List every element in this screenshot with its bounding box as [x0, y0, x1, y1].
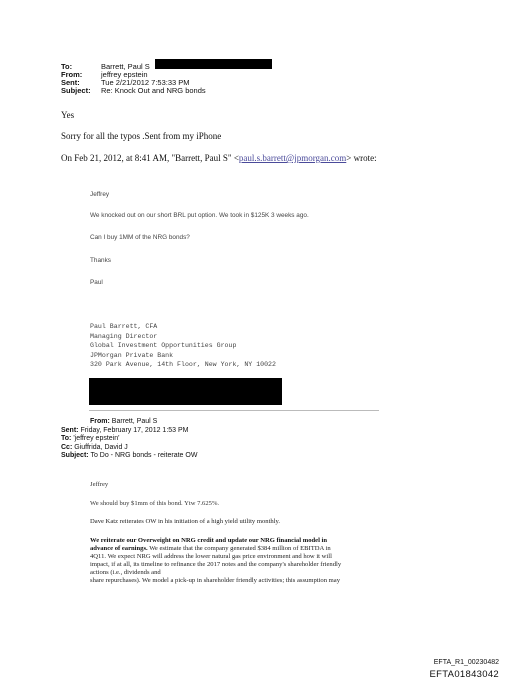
fwd-cc-value: Giuffrida, David J — [74, 443, 128, 451]
fwd-p3-line-2 — [90, 545, 341, 553]
fwd-sent-label: Sent: — [61, 426, 79, 434]
forward-subject-row — [61, 452, 197, 461]
quoted-thanks: Thanks — [90, 257, 111, 264]
quoted-greeting: Jeffrey — [90, 191, 110, 198]
fwd-p3-line-3: 4Q11. We expect NRG will address the lower natural gas price environment and how it will — [90, 553, 332, 560]
subject-label: Subject: — [61, 86, 91, 95]
fwd-to-label: To: — [61, 435, 72, 443]
quoted-paragraph-2: Can I buy 1MM of the NRG bonds? — [90, 234, 190, 241]
signature-company: JPMorgan Private Bank — [90, 351, 174, 359]
email-link[interactable]: paul.s.barrett@jpmorgan.com — [238, 153, 347, 163]
forward-from-row — [61, 418, 197, 427]
subject-value: Re: Knock Out and NRG bonds — [101, 86, 206, 95]
forward-sent-row — [61, 427, 197, 436]
fwd-p3-line-1 — [90, 537, 341, 545]
fwd-subject-value: To Do - NRG bonds - reiterate OW — [90, 452, 198, 460]
sent-label: Sent: — [61, 78, 80, 87]
fwd-paragraph-2: Dave Katz reiterates OW in his initiation of a high yield utility monthly. — [90, 518, 281, 525]
forward-to-row — [61, 435, 197, 444]
signature-block — [90, 322, 276, 370]
signature-name: Paul Barrett, CFA — [90, 323, 158, 330]
divider — [89, 410, 379, 411]
fwd-p3-line-6: share repurchases). We model a pick-up in shareholder friendly activities; this assumption may — [90, 577, 341, 584]
from-value: jeffrey epstein — [101, 70, 148, 79]
signature-group: Global Investment Opportunities Group — [90, 342, 237, 350]
fwd-paragraph-3 — [90, 537, 341, 585]
signature-title: Managing Director — [90, 332, 158, 340]
redaction-block — [89, 378, 282, 405]
from-label: From: — [61, 70, 83, 79]
fwd-p3-line-5: actions (i.e., dividends and — [90, 569, 161, 576]
signature-address: 320 Park Avenue, 14th Floor, New York, NY 10022 — [90, 361, 276, 369]
fwd-p3-bold-1: We reiterate our Overweight on NRG credit and update our NRG financial model in — [90, 537, 328, 544]
fwd-sent-value: Friday, February 17, 2012 1:53 PM — [80, 426, 189, 434]
quoted-paragraph-1: We knocked out on our short BRL put option. We took in $125K 3 weeks ago. — [90, 212, 309, 219]
fwd-cc-label: Cc: — [61, 443, 73, 451]
to-value: Barrett, Paul S — [101, 62, 150, 71]
footer-id-2: EFTA01843042 — [429, 669, 499, 680]
fwd-paragraph-1: We should buy $1mm of this bond. Ytw 7.625%. — [90, 500, 220, 507]
redaction-bar — [155, 59, 272, 69]
quote-intro — [61, 153, 377, 164]
fwd-p3-rest-1: We estimate that the company generated $384 million of EBITDA in — [147, 545, 331, 552]
fwd-greeting: Jeffrey — [90, 481, 109, 488]
header-subject-row — [61, 86, 321, 95]
fwd-to-value: 'jeffrey epstein' — [73, 435, 120, 443]
fwd-p3-bold-2: advance of earnings. — [90, 545, 148, 552]
quote-intro-before: On Feb 21, 2012, at 8:41 AM, "Barrett, Paul S" < — [61, 153, 239, 163]
fwd-p3-line-4: impact, if at all, its timeline to refinance the 2017 notes and the company's shareholder friendly — [90, 561, 342, 568]
quote-intro-after: > wrote: — [346, 153, 377, 163]
forward-header — [61, 418, 197, 461]
fwd-subject-label: Subject: — [61, 452, 89, 460]
to-label: To: — [61, 62, 73, 71]
forward-cc-row — [61, 444, 197, 453]
reply-yes: Yes — [61, 110, 75, 120]
fwd-from-label: From: — [90, 418, 110, 425]
fwd-from-value: Barrett, Paul S — [111, 418, 158, 425]
sent-value: Tue 2/21/2012 7:53:33 PM — [101, 78, 190, 87]
quoted-sign: Paul — [90, 279, 103, 286]
footer-id-1: EFTA_R1_00230482 — [433, 659, 499, 666]
reply-iphone: Sorry for all the typos .Sent from my iPhone — [61, 131, 222, 141]
